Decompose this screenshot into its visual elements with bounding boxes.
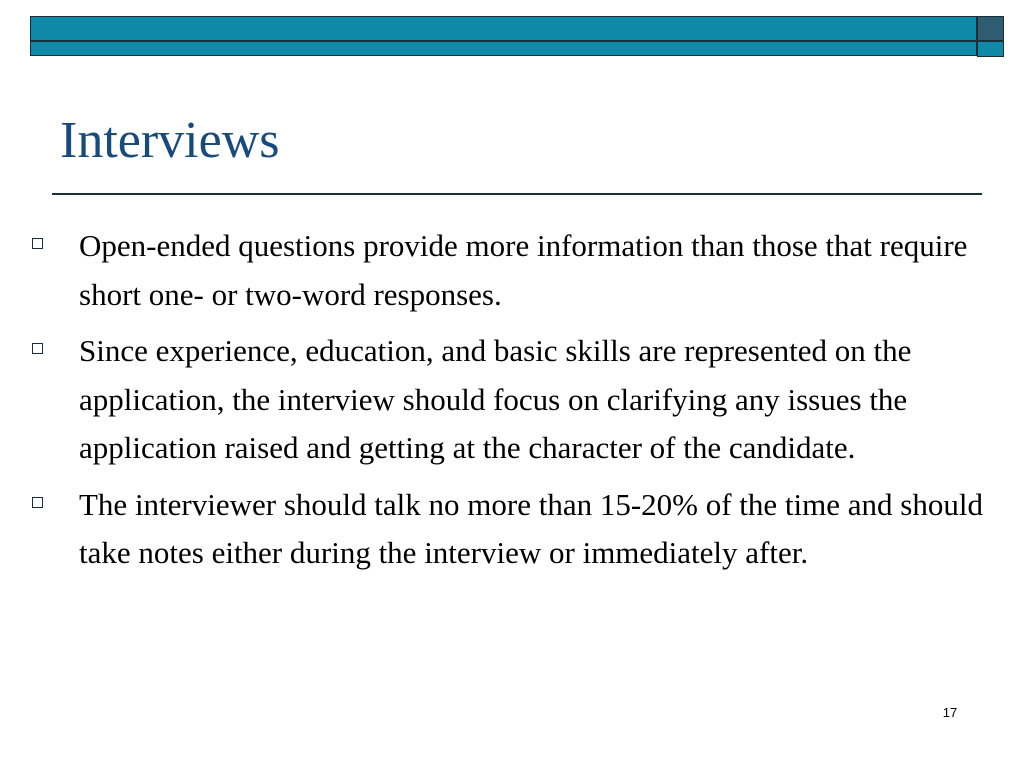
bullet-text: Since experience, education, and basic skills are represented on the application, the interview should focus on clarifying any issues the application raised and getting at the character of the candidate.	[79, 333, 912, 465]
bullet-item	[30, 222, 990, 319]
bullet-item	[30, 481, 990, 578]
bullet-list	[30, 222, 990, 586]
square-bullet-icon	[32, 238, 43, 249]
slide-title: Interviews	[60, 112, 280, 169]
bullet-item	[30, 327, 990, 473]
square-bullet-icon	[32, 497, 43, 508]
bullet-text: Open-ended questions provide more information than those that require short one- or two-word responses.	[79, 228, 968, 312]
bullet-text: The interviewer should talk no more than 15-20% of the time and should take notes either during the interview or immediately after.	[79, 486, 983, 570]
banner-divider-line	[31, 40, 976, 42]
banner-corner-box-top	[977, 16, 1004, 41]
page-number: 17	[942, 705, 958, 720]
title-divider	[52, 193, 982, 195]
banner-corner-box-bottom	[977, 41, 1004, 57]
square-bullet-icon	[32, 343, 43, 354]
header-banner	[30, 16, 977, 56]
